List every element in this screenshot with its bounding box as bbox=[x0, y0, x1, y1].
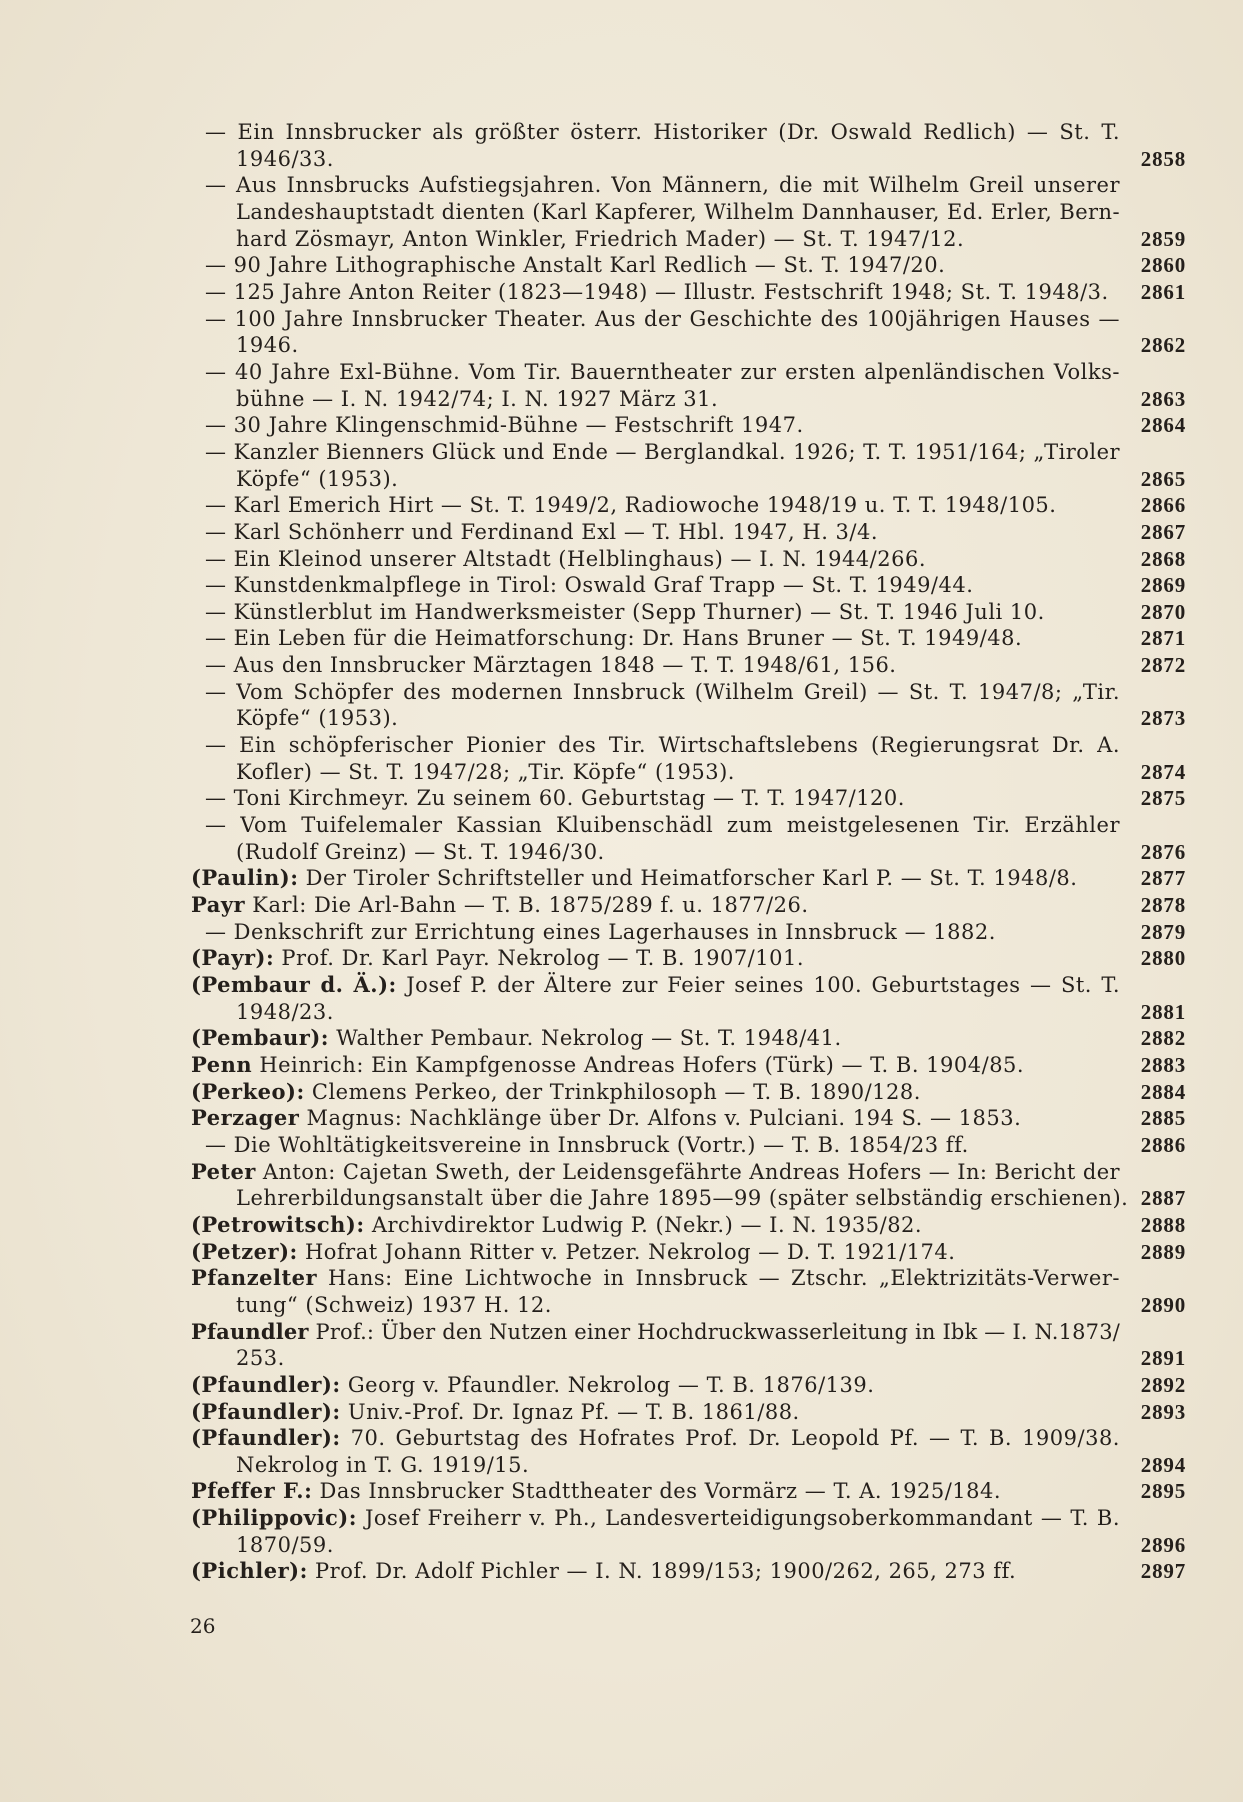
entry-text: Univ.-Prof. Dr. Ignaz Pf. — T. B. 1861/88. bbox=[347, 1399, 800, 1424]
entry-heading: Pfaundler bbox=[191, 1318, 309, 1344]
entry-text-line bbox=[205, 599, 1045, 626]
entry-number: 2860 bbox=[1140, 253, 1186, 278]
entry-line bbox=[0, 1372, 1243, 1399]
entry-text: — Karl Emerich Hirt — St. T. 1949/2, Radiowoche 1948/19 u. T. T. 1948/105. bbox=[205, 493, 1057, 518]
entry-number: 2861 bbox=[1140, 279, 1186, 304]
entry-text: Heinrich: Ein Kampfgenosse Andreas Hofers (Türk) — T. B. 1904/85. bbox=[259, 1052, 1025, 1077]
entry-number: 2874 bbox=[1140, 759, 1186, 784]
entry-line bbox=[0, 252, 1243, 279]
page-number: 26 bbox=[190, 1614, 216, 1638]
entry-line bbox=[0, 1159, 1243, 1186]
bibliography-entry bbox=[0, 625, 1243, 652]
bibliography-entry bbox=[0, 1132, 1243, 1159]
bibliography-entry bbox=[0, 1105, 1243, 1132]
entry-text: Prof. Dr. Karl Payr. Nekrolog — T. B. 1907/101. bbox=[281, 946, 805, 971]
entry-text-line bbox=[191, 1025, 842, 1052]
entry-text: Josef P. der Ältere zur Feier seines 100. Geburtstages — St. T. bbox=[406, 973, 1120, 997]
entry-text-line bbox=[191, 945, 804, 972]
bibliography-entry bbox=[0, 1212, 1243, 1239]
entry-line bbox=[0, 119, 1243, 146]
entry-line bbox=[0, 359, 1243, 386]
entry-number: 2879 bbox=[1140, 919, 1186, 944]
entry-line bbox=[0, 466, 1243, 493]
entry-number: 2863 bbox=[1140, 386, 1186, 411]
entry-line bbox=[0, 812, 1243, 839]
entry-text-line bbox=[236, 1292, 552, 1319]
entry-text-line bbox=[191, 1399, 800, 1426]
entry-text: Lehrerbildungsanstalt über die Jahre 1895—99 (später selbständig erschienen). bbox=[236, 1186, 1129, 1211]
entry-number: 2871 bbox=[1140, 626, 1186, 651]
entry-line bbox=[0, 1105, 1243, 1132]
entry-line bbox=[0, 519, 1243, 546]
entry-text-line bbox=[236, 759, 735, 786]
entry-text-line bbox=[191, 1505, 1120, 1532]
bibliography-entry bbox=[0, 359, 1243, 412]
entry-line bbox=[0, 1025, 1243, 1052]
entry-number: 2870 bbox=[1140, 599, 1186, 624]
entry-line bbox=[0, 1239, 1243, 1266]
entry-text-line bbox=[236, 1532, 334, 1559]
entry-text-line bbox=[236, 466, 398, 493]
entry-line bbox=[0, 572, 1243, 599]
bibliography-entry bbox=[0, 119, 1243, 172]
entry-text-line bbox=[236, 386, 718, 413]
entry-text-line bbox=[236, 1185, 1128, 1212]
entry-line bbox=[0, 546, 1243, 573]
entry-text: — 90 Jahre Lithographische Anstalt Karl Redlich — St. T. 1947/20. bbox=[205, 253, 946, 278]
entry-text-line bbox=[205, 519, 878, 546]
entry-text-line bbox=[205, 306, 1120, 333]
entry-number: 2872 bbox=[1140, 653, 1186, 678]
entry-line bbox=[0, 1319, 1243, 1346]
entry-heading: (Paulin): bbox=[191, 865, 299, 891]
entry-number: 2866 bbox=[1140, 493, 1186, 518]
entry-text-line bbox=[236, 199, 1120, 226]
entry-line bbox=[0, 705, 1243, 732]
entry-text: (Rudolf Greinz) — St. T. 1946/30. bbox=[236, 839, 605, 864]
entry-line bbox=[0, 839, 1243, 866]
entry-number: 2883 bbox=[1140, 1052, 1186, 1077]
entry-text-line bbox=[191, 1159, 1120, 1186]
entry-heading: Payr bbox=[191, 892, 246, 918]
entry-text: — Denkschrift zur Errichtung eines Lagerhauses in Innsbruck — 1882. bbox=[205, 919, 996, 944]
bibliography-entry bbox=[0, 1079, 1243, 1106]
entry-text-line bbox=[205, 572, 973, 599]
bibliography-entry bbox=[0, 306, 1243, 359]
entry-text-line bbox=[236, 1345, 285, 1372]
entry-number: 2875 bbox=[1140, 786, 1186, 811]
entry-text: 1948/23. bbox=[236, 999, 334, 1024]
entry-text-line bbox=[191, 1319, 1120, 1346]
entry-text: Hofrat Johann Ritter v. Petzer. Nekrolog — D. T. 1921/174. bbox=[304, 1239, 956, 1264]
entry-text-line bbox=[191, 865, 1077, 892]
entry-text-line bbox=[205, 546, 926, 573]
entry-line bbox=[0, 1505, 1243, 1532]
entry-text: Hans: Eine Lichtwoche in Innsbruck — Ztschr. „Elektrizitäts-Verwer- bbox=[328, 1266, 1120, 1291]
bibliography-entry bbox=[0, 1265, 1243, 1318]
entry-line bbox=[0, 1212, 1243, 1239]
entry-text-line bbox=[205, 279, 1109, 306]
entry-text: Köpfe“ (1953). bbox=[236, 466, 399, 491]
entry-line bbox=[0, 306, 1243, 333]
entry-line bbox=[0, 1052, 1243, 1079]
entry-heading: (Pfaundler): bbox=[191, 1371, 341, 1397]
entry-number: 2876 bbox=[1140, 839, 1186, 864]
entry-line bbox=[0, 1452, 1243, 1479]
entry-text-line bbox=[205, 679, 1120, 706]
entry-text: Prof.: Über den Nutzen einer Hochdruckwasserleitung in Ibk — I. N.1873/ bbox=[315, 1319, 1120, 1344]
bibliography-entry bbox=[0, 812, 1243, 865]
entry-heading: (Pembaur): bbox=[191, 1025, 330, 1051]
entry-heading: Penn bbox=[191, 1051, 253, 1077]
entry-text-line bbox=[205, 119, 1120, 146]
entry-text-line bbox=[205, 785, 905, 812]
entry-text: tung“ (Schweiz) 1937 H. 12. bbox=[236, 1292, 552, 1317]
entry-text: 253. bbox=[236, 1346, 285, 1371]
entry-text: — 100 Jahre Innsbrucker Theater. Aus der Geschichte des 100jährigen Hauses — bbox=[205, 306, 1120, 331]
entry-heading: (Pembaur d. Ä.): bbox=[191, 972, 397, 997]
entry-text-line bbox=[191, 1052, 1024, 1079]
entry-text-line bbox=[191, 1558, 1016, 1585]
entry-number: 2896 bbox=[1140, 1532, 1186, 1557]
entry-line bbox=[0, 1478, 1243, 1505]
entry-text: Magnus: Nachklänge über Dr. Alfons v. Pulciani. 194 S. — 1853. bbox=[306, 1106, 1022, 1131]
entry-text-line bbox=[205, 652, 896, 679]
entry-text: — Ein Kleinod unserer Altstadt (Helblinghaus) — I. N. 1944/266. bbox=[205, 546, 926, 571]
entry-text-line bbox=[236, 705, 398, 732]
bibliography-entry bbox=[0, 172, 1243, 252]
entry-text: hard Zösmayr, Anton Winkler, Friedrich Mader) — St. T. 1947/12. bbox=[236, 226, 965, 251]
entry-line bbox=[0, 972, 1243, 999]
entry-text: — Kunstdenkmalpflege in Tirol: Oswald Graf Trapp — St. T. 1949/44. bbox=[205, 573, 974, 598]
entry-number: 2880 bbox=[1140, 946, 1186, 971]
entry-line bbox=[0, 1532, 1243, 1559]
entry-text-line bbox=[191, 972, 1120, 999]
entry-text: — Aus Innsbrucks Aufstiegsjahren. Von Männern, die mit Wilhelm Greil unserer bbox=[205, 173, 1120, 198]
entry-text: Landeshauptstadt dienten (Karl Kapferer, Wilhelm Dannhauser, Ed. Erler, Bern- bbox=[236, 199, 1120, 224]
entry-text: Josef Freiherr v. Ph., Landesverteidigungsoberkommandant — T. B. bbox=[364, 1506, 1120, 1531]
entry-text: — Die Wohltätigkeitsvereine in Innsbruck (Vortr.) — T. B. 1854/23 ff. bbox=[205, 1132, 969, 1157]
entry-number: 2886 bbox=[1140, 1132, 1186, 1157]
entry-line bbox=[0, 412, 1243, 439]
entry-text: Kofler) — St. T. 1947/28; „Tir. Köpfe“ (1953). bbox=[236, 759, 735, 784]
bibliography-entry bbox=[0, 1478, 1243, 1505]
bibliography-entry bbox=[0, 972, 1243, 1025]
entry-number: 2873 bbox=[1140, 706, 1186, 731]
entry-text-line bbox=[191, 892, 809, 919]
entry-heading: (Philippovic): bbox=[191, 1505, 357, 1531]
entry-text-line bbox=[205, 732, 1120, 759]
entry-line bbox=[0, 332, 1243, 359]
entry-line bbox=[0, 625, 1243, 652]
entry-number: 2887 bbox=[1140, 1186, 1186, 1211]
bibliography-entry bbox=[0, 1319, 1243, 1372]
entry-text: — Ein schöpferischer Pionier des Tir. Wirtschaftslebens (Regierungsrat Dr. A. bbox=[205, 733, 1120, 758]
entry-line bbox=[0, 1265, 1243, 1292]
entry-line bbox=[0, 999, 1243, 1026]
entry-heading: Pfanzelter bbox=[191, 1265, 318, 1291]
bibliography-entry bbox=[0, 732, 1243, 785]
entry-text: Archivdirektor Ludwig P. (Nekr.) — I. N. 1935/82. bbox=[371, 1212, 923, 1237]
entry-text: — Kanzler Bienners Glück und Ende — Berglandkal. 1926; T. T. 1951/164; „Tiroler bbox=[205, 439, 1120, 464]
entry-text-line bbox=[205, 812, 1120, 839]
entry-number: 2895 bbox=[1140, 1479, 1186, 1504]
entry-number: 2867 bbox=[1140, 519, 1186, 544]
entry-text-line bbox=[236, 226, 964, 253]
bibliography-entry bbox=[0, 439, 1243, 492]
entry-line bbox=[0, 146, 1243, 173]
entry-text-line bbox=[236, 839, 605, 866]
entry-number: 2892 bbox=[1140, 1372, 1186, 1397]
bibliography-entry bbox=[0, 519, 1243, 546]
entry-line bbox=[0, 1079, 1243, 1106]
entry-number: 2890 bbox=[1140, 1292, 1186, 1317]
entry-number: 2884 bbox=[1140, 1079, 1186, 1104]
bibliography-entry bbox=[0, 1505, 1243, 1558]
bibliography-entry bbox=[0, 546, 1243, 573]
entry-text: — 125 Jahre Anton Reiter (1823—1948) — Illustr. Festschrift 1948; St. T. 1948/3. bbox=[205, 279, 1109, 304]
entry-text-line bbox=[205, 1132, 969, 1159]
entry-line bbox=[0, 386, 1243, 413]
bibliography-entry bbox=[0, 679, 1243, 732]
bibliography-entry bbox=[0, 492, 1243, 519]
entry-text: — 40 Jahre Exl-Bühne. Vom Tir. Bauerntheater zur ersten alpenländischen Volks- bbox=[205, 359, 1120, 384]
entry-number: 2868 bbox=[1140, 546, 1186, 571]
entry-number: 2859 bbox=[1140, 226, 1186, 251]
entry-heading: Perzager bbox=[191, 1105, 300, 1131]
entry-line bbox=[0, 945, 1243, 972]
entry-text-line bbox=[205, 412, 804, 439]
bibliography-entry bbox=[0, 652, 1243, 679]
bibliography-entry bbox=[0, 919, 1243, 946]
entry-line bbox=[0, 599, 1243, 626]
entry-text-line bbox=[205, 252, 945, 279]
entry-text: — Künstlerblut im Handwerksmeister (Sepp Thurner) — St. T. 1946 Juli 10. bbox=[205, 599, 1045, 624]
entry-text-line bbox=[205, 625, 1022, 652]
entry-number: 2891 bbox=[1140, 1346, 1186, 1371]
entry-heading: (Pfaundler): bbox=[191, 1398, 341, 1424]
entry-text: — Aus den Innsbrucker Märztagen 1848 — T. T. 1948/61, 156. bbox=[205, 653, 897, 678]
entry-text: — Ein Leben für die Heimatforschung: Dr. Hans Bruner — St. T. 1949/48. bbox=[205, 626, 1023, 651]
entry-number: 2869 bbox=[1140, 573, 1186, 598]
entry-text-line bbox=[205, 172, 1120, 199]
entry-text: — Karl Schönherr und Ferdinand Exl — T. Hbl. 1947, H. 3/4. bbox=[205, 519, 879, 544]
entry-line bbox=[0, 865, 1243, 892]
entry-number: 2893 bbox=[1140, 1399, 1186, 1424]
entry-text-line bbox=[205, 919, 996, 946]
entry-text: — 30 Jahre Klingenschmid-Bühne — Festschrift 1947. bbox=[205, 413, 804, 438]
entry-line bbox=[0, 199, 1243, 226]
entry-number: 2877 bbox=[1140, 866, 1186, 891]
bibliography-entry bbox=[0, 1052, 1243, 1079]
entry-line bbox=[0, 172, 1243, 199]
entry-line bbox=[0, 279, 1243, 306]
entry-text-line bbox=[205, 492, 1056, 519]
entry-heading: (Payr): bbox=[191, 945, 275, 971]
bibliography-entry bbox=[0, 1239, 1243, 1266]
entry-text: 1946. bbox=[236, 333, 299, 358]
entry-line bbox=[0, 892, 1243, 919]
entry-text-line bbox=[205, 439, 1120, 466]
entry-line bbox=[0, 652, 1243, 679]
entry-text-line bbox=[191, 1425, 1120, 1452]
entry-line bbox=[0, 1132, 1243, 1159]
entry-number: 2864 bbox=[1140, 413, 1186, 438]
entry-text: Clemens Perkeo, der Trinkphilosoph — T. B. 1890/128. bbox=[311, 1079, 921, 1104]
entry-text-line bbox=[191, 1372, 874, 1399]
entry-number: 2889 bbox=[1140, 1239, 1186, 1264]
bibliography-entry bbox=[0, 785, 1243, 812]
entry-text-line bbox=[205, 359, 1120, 386]
entry-number: 2882 bbox=[1140, 1026, 1186, 1051]
entry-number: 2865 bbox=[1140, 466, 1186, 491]
bibliography-list bbox=[0, 119, 1243, 1585]
entry-text: Der Tiroler Schriftsteller und Heimatforscher Karl P. — St. T. 1948/8. bbox=[305, 866, 1078, 891]
entry-text-line bbox=[191, 1478, 1001, 1505]
entry-line bbox=[0, 785, 1243, 812]
entry-line bbox=[0, 1558, 1243, 1585]
bibliography-entry bbox=[0, 572, 1243, 599]
entry-line bbox=[0, 759, 1243, 786]
entry-text-line bbox=[191, 1079, 921, 1106]
bibliography-entry bbox=[0, 865, 1243, 892]
bibliography-entry bbox=[0, 892, 1243, 919]
entry-number: 2878 bbox=[1140, 893, 1186, 918]
entry-text: 1946/33. bbox=[236, 146, 334, 171]
entry-line bbox=[0, 226, 1243, 253]
entry-text-line bbox=[191, 1105, 1021, 1132]
bibliography-entry bbox=[0, 1159, 1243, 1212]
entry-text-line bbox=[236, 146, 334, 173]
entry-heading: (Pfaundler): bbox=[191, 1425, 341, 1451]
entry-heading: Peter bbox=[191, 1158, 256, 1184]
entry-text-line bbox=[236, 999, 334, 1026]
entry-text: — Ein Innsbrucker als größter österr. Historiker (Dr. Oswald Redlich) — St. T. bbox=[205, 120, 1120, 144]
entry-text-line bbox=[236, 332, 299, 359]
entry-heading: (Perkeo): bbox=[191, 1078, 305, 1104]
bibliography-entry bbox=[0, 279, 1243, 306]
entry-line bbox=[0, 919, 1243, 946]
entry-text: Köpfe“ (1953). bbox=[236, 706, 399, 731]
entry-text: Das Innsbrucker Stadttheater des Vormärz — T. A. 1925/184. bbox=[319, 1479, 1002, 1504]
entry-number: 2862 bbox=[1140, 333, 1186, 358]
entry-line bbox=[0, 1292, 1243, 1319]
entry-text: bühne — I. N. 1942/74; I. N. 1927 März 31. bbox=[236, 386, 719, 411]
entry-text: — Vom Tuifelemaler Kassian Kluibenschädl zum meistgelesenen Tir. Erzähler bbox=[205, 813, 1120, 838]
entry-heading: Pfeffer F.: bbox=[191, 1478, 313, 1504]
entry-number: 2888 bbox=[1140, 1212, 1186, 1237]
entry-text: Karl: Die Arl-Bahn — T. B. 1875/289 f. u. 1877/26. bbox=[252, 893, 809, 918]
entry-line bbox=[0, 679, 1243, 706]
entry-line bbox=[0, 1399, 1243, 1426]
entry-text: 1870/59. bbox=[236, 1532, 334, 1557]
entry-line bbox=[0, 439, 1243, 466]
entry-text: — Vom Schöpfer des modernen Innsbruck (Wilhelm Greil) — St. T. 1947/8; „Tir. bbox=[205, 679, 1120, 704]
entry-text: Georg v. Pfaundler. Nekrolog — T. B. 1876/139. bbox=[347, 1372, 875, 1397]
entry-number: 2897 bbox=[1140, 1559, 1186, 1584]
entry-line bbox=[0, 1425, 1243, 1452]
entry-heading: (Pichler): bbox=[191, 1558, 308, 1584]
bibliography-entry bbox=[0, 252, 1243, 279]
entry-text: Prof. Dr. Adolf Pichler — I. N. 1899/153; 1900/262, 265, 273 ff. bbox=[315, 1559, 1017, 1584]
entry-heading: (Petzer): bbox=[191, 1238, 298, 1264]
entry-number: 2885 bbox=[1140, 1106, 1186, 1131]
entry-line bbox=[0, 1185, 1243, 1212]
bibliography-entry bbox=[0, 1425, 1243, 1478]
bibliography-entry bbox=[0, 945, 1243, 972]
entry-text: 70. Geburtstag des Hofrates Prof. Dr. Leopold Pf. — T. B. 1909/38. bbox=[350, 1426, 1120, 1451]
bibliography-entry bbox=[0, 1399, 1243, 1426]
entry-number: 2881 bbox=[1140, 999, 1186, 1024]
entry-text: — Toni Kirchmeyr. Zu seinem 60. Geburtstag — T. T. 1947/120. bbox=[205, 786, 905, 811]
bibliography-entry bbox=[0, 1025, 1243, 1052]
entry-text-line bbox=[191, 1239, 955, 1266]
entry-text-line bbox=[236, 1452, 529, 1479]
entry-text: Nekrolog in T. G. 1919/15. bbox=[236, 1452, 530, 1477]
entry-text-line bbox=[191, 1265, 1120, 1292]
bibliography-entry bbox=[0, 1372, 1243, 1399]
bibliography-entry bbox=[0, 412, 1243, 439]
entry-number: 2894 bbox=[1140, 1452, 1186, 1477]
entry-line bbox=[0, 1345, 1243, 1372]
bibliography-entry bbox=[0, 599, 1243, 626]
entry-number: 2858 bbox=[1140, 146, 1186, 171]
entry-text-line bbox=[191, 1212, 922, 1239]
entry-line bbox=[0, 732, 1243, 759]
entry-line bbox=[0, 492, 1243, 519]
entry-heading: (Petrowitsch): bbox=[191, 1211, 365, 1237]
entry-text: Walther Pembaur. Nekrolog — St. T. 1948/41. bbox=[336, 1026, 842, 1051]
entry-text: Anton: Cajetan Sweth, der Leidensgefährte Andreas Hofers — In: Bericht der bbox=[262, 1159, 1120, 1184]
bibliography-entry bbox=[0, 1558, 1243, 1585]
